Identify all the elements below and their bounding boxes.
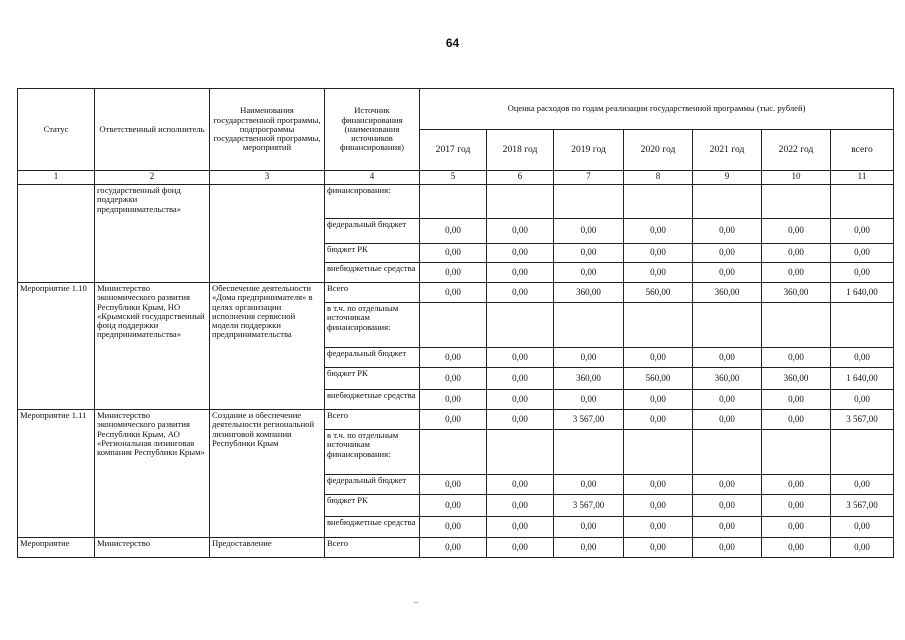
group-executor: Министерство экономического развития Республики Крым, НО «Крымский государственный фонд поддержки предпринимательства»	[95, 283, 210, 410]
year-value	[554, 303, 624, 348]
year-value	[762, 185, 831, 219]
group-executor: Министерство	[95, 538, 210, 558]
column-index: 10	[762, 171, 831, 185]
total-value: 3 567,00	[831, 410, 894, 430]
year-value: 0,00	[420, 244, 487, 263]
year-value: 0,00	[554, 517, 624, 538]
column-index: 1	[18, 171, 95, 185]
table-body	[18, 185, 894, 558]
header-year-2017: 2017 год	[420, 130, 487, 171]
year-value: 0,00	[693, 348, 762, 368]
group-executor: Министерство экономического развития Республики Крым, АО «Региональная лизинговая компания Республики Крым»	[95, 410, 210, 538]
year-value: 0,00	[487, 368, 554, 390]
year-value: 0,00	[420, 348, 487, 368]
column-index: 9	[693, 171, 762, 185]
year-value: 0,00	[762, 410, 831, 430]
year-value: 0,00	[420, 283, 487, 303]
page-number: 64	[445, 36, 460, 50]
group-name: Обеспечение деятельности «Дома предпринимателя» в целях организации исполнения сервисной модели поддержки предпринимательства	[210, 283, 325, 410]
year-value: 3 567,00	[554, 410, 624, 430]
year-value: 0,00	[693, 219, 762, 244]
budget-table	[17, 88, 894, 558]
year-value: 0,00	[693, 263, 762, 283]
funding-source: Всего	[325, 410, 420, 430]
year-value: 0,00	[624, 475, 693, 495]
year-value: 360,00	[693, 368, 762, 390]
header-source: Источник финансирования (наименования источников финансирования)	[325, 89, 420, 171]
header-year-2022: 2022 год	[762, 130, 831, 171]
year-value: 0,00	[693, 390, 762, 410]
column-index: 11	[831, 171, 894, 185]
year-value: 0,00	[624, 219, 693, 244]
header-year-2019: 2019 год	[554, 130, 624, 171]
year-value: 0,00	[693, 410, 762, 430]
year-value: 0,00	[762, 263, 831, 283]
year-value: 0,00	[487, 517, 554, 538]
year-value: 0,00	[624, 538, 693, 558]
group-status	[18, 185, 95, 283]
year-value	[420, 303, 487, 348]
year-value: 0,00	[624, 517, 693, 538]
funding-source: в т.ч. по отдельным источникам финансирования:	[325, 430, 420, 475]
year-value: 0,00	[624, 263, 693, 283]
year-value: 0,00	[762, 390, 831, 410]
total-value	[831, 185, 894, 219]
funding-source: федеральный бюджет	[325, 219, 420, 244]
year-value: 3 567,00	[554, 495, 624, 517]
funding-source: Всего	[325, 538, 420, 558]
year-value: 0,00	[420, 368, 487, 390]
year-value: 0,00	[624, 495, 693, 517]
column-index-row	[18, 171, 894, 185]
year-value	[420, 185, 487, 219]
year-value: 0,00	[420, 390, 487, 410]
year-value: 0,00	[554, 538, 624, 558]
year-value: 0,00	[420, 263, 487, 283]
funding-source: бюджет РК	[325, 495, 420, 517]
funding-source: финансирования:	[325, 185, 420, 219]
column-index: 4	[325, 171, 420, 185]
column-index: 3	[210, 171, 325, 185]
total-value: 0,00	[831, 244, 894, 263]
year-value	[693, 185, 762, 219]
header-year-2021: 2021 год	[693, 130, 762, 171]
year-value: 360,00	[554, 368, 624, 390]
year-value	[693, 303, 762, 348]
table-row	[18, 410, 894, 430]
year-value: 0,00	[420, 475, 487, 495]
year-value: 0,00	[762, 219, 831, 244]
year-value	[487, 430, 554, 475]
year-value: 0,00	[487, 263, 554, 283]
header-program-name: Наименования государственной программы, подпрограммы государственной программы, мероприятий	[210, 89, 325, 171]
year-value: 0,00	[554, 244, 624, 263]
year-value: 0,00	[693, 495, 762, 517]
total-value	[831, 303, 894, 348]
year-value: 360,00	[762, 368, 831, 390]
total-value: 0,00	[831, 475, 894, 495]
year-value: 0,00	[487, 219, 554, 244]
year-value: 0,00	[762, 517, 831, 538]
total-value: 0,00	[831, 263, 894, 283]
year-value: 0,00	[693, 517, 762, 538]
funding-source: в т.ч. по отдельным источникам финансирования:	[325, 303, 420, 348]
total-value: 0,00	[831, 348, 894, 368]
year-value: 0,00	[487, 475, 554, 495]
total-value: 3 567,00	[831, 495, 894, 517]
year-value: 360,00	[693, 283, 762, 303]
year-value: 0,00	[762, 538, 831, 558]
group-status: Мероприятие 1.10	[18, 283, 95, 410]
column-index: 7	[554, 171, 624, 185]
header-year-2018: 2018 год	[487, 130, 554, 171]
column-index: 6	[487, 171, 554, 185]
group-executor: государственный фонд поддержки предпринимательства»	[95, 185, 210, 283]
year-value: 0,00	[693, 244, 762, 263]
group-name	[210, 185, 325, 283]
funding-source: Всего	[325, 283, 420, 303]
year-value: 0,00	[624, 348, 693, 368]
year-value: 0,00	[554, 390, 624, 410]
year-value: 0,00	[420, 495, 487, 517]
group-status: Мероприятие 1.11	[18, 410, 95, 538]
year-value: 0,00	[487, 538, 554, 558]
total-value	[831, 430, 894, 475]
year-value: 0,00	[420, 219, 487, 244]
year-value: 0,00	[624, 390, 693, 410]
year-value: 0,00	[693, 475, 762, 495]
year-value: 0,00	[487, 410, 554, 430]
table-row	[18, 185, 894, 219]
year-value: 0,00	[487, 390, 554, 410]
year-value: 0,00	[762, 475, 831, 495]
funding-source: бюджет РК	[325, 368, 420, 390]
column-index: 2	[95, 171, 210, 185]
header-year-2020: 2020 год	[624, 130, 693, 171]
year-value: 0,00	[624, 244, 693, 263]
year-value: 0,00	[624, 410, 693, 430]
year-value: 0,00	[420, 538, 487, 558]
year-value	[420, 430, 487, 475]
year-value	[624, 303, 693, 348]
year-value: 560,00	[624, 368, 693, 390]
funding-source: внебюджетные средства	[325, 390, 420, 410]
table-row	[18, 283, 894, 303]
table-header	[18, 89, 894, 185]
year-value: 0,00	[762, 244, 831, 263]
year-value: 0,00	[762, 495, 831, 517]
group-name: Создание и обеспечение деятельности региональной лизинговой компании Республики Крым	[210, 410, 325, 538]
funding-source: федеральный бюджет	[325, 475, 420, 495]
funding-source: внебюджетные средства	[325, 517, 420, 538]
year-value: 0,00	[487, 283, 554, 303]
year-value: 0,00	[693, 538, 762, 558]
year-value: 0,00	[554, 263, 624, 283]
header-estimate: Оценка расходов по годам реализации государственной программы (тыс. рублей)	[420, 89, 894, 130]
year-value: 0,00	[487, 495, 554, 517]
year-value: 0,00	[420, 517, 487, 538]
funding-source: внебюджетные средства	[325, 263, 420, 283]
year-value	[487, 185, 554, 219]
header-total: всего	[831, 130, 894, 171]
column-index: 8	[624, 171, 693, 185]
year-value	[487, 303, 554, 348]
funding-source: федеральный бюджет	[325, 348, 420, 368]
total-value: 1 640,00	[831, 283, 894, 303]
year-value: 0,00	[554, 219, 624, 244]
group-name: Предоставление	[210, 538, 325, 558]
year-value	[624, 430, 693, 475]
year-value: 0,00	[487, 348, 554, 368]
year-value: 560,00	[624, 283, 693, 303]
total-value: 0,00	[831, 219, 894, 244]
year-value	[762, 430, 831, 475]
total-value: 0,00	[831, 538, 894, 558]
year-value: 0,00	[420, 410, 487, 430]
year-value: 360,00	[762, 283, 831, 303]
page-mark	[414, 602, 418, 603]
header-status: Статус	[18, 89, 95, 171]
year-value	[554, 430, 624, 475]
total-value: 0,00	[831, 390, 894, 410]
year-value	[693, 430, 762, 475]
year-value: 0,00	[762, 348, 831, 368]
funding-source: бюджет РК	[325, 244, 420, 263]
year-value: 0,00	[554, 348, 624, 368]
table-row	[18, 538, 894, 558]
year-value	[554, 185, 624, 219]
year-value: 360,00	[554, 283, 624, 303]
year-value	[624, 185, 693, 219]
group-status: Мероприятие	[18, 538, 95, 558]
year-value: 0,00	[487, 244, 554, 263]
column-index: 5	[420, 171, 487, 185]
year-value: 0,00	[554, 475, 624, 495]
total-value: 0,00	[831, 517, 894, 538]
total-value: 1 640,00	[831, 368, 894, 390]
header-executor: Ответственный исполнитель	[95, 89, 210, 171]
year-value	[762, 303, 831, 348]
